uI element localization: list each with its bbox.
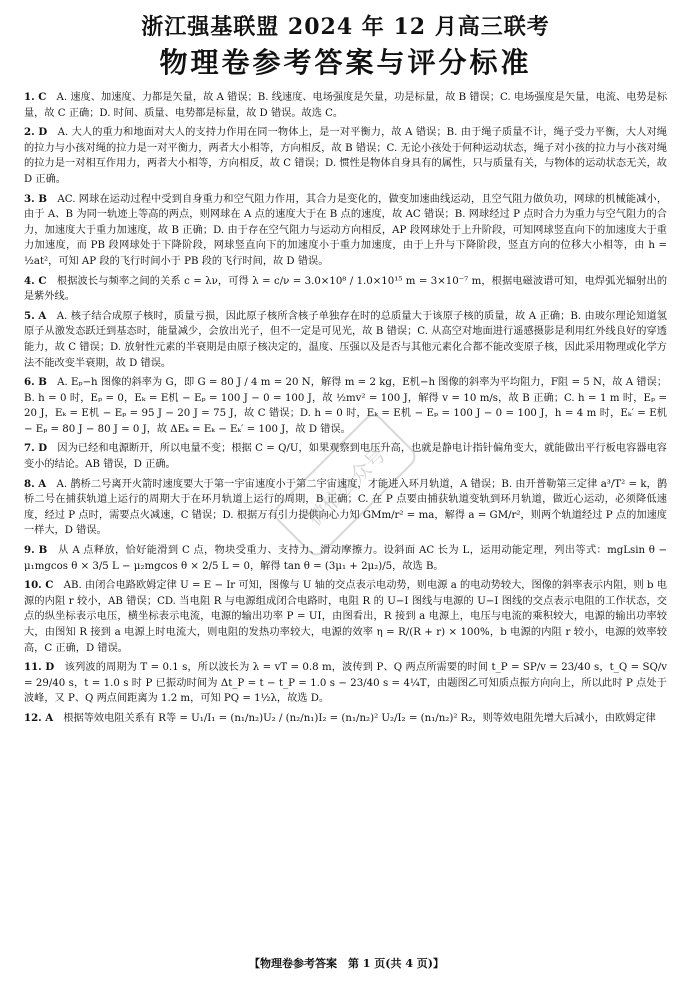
answer-number: 6. B <box>24 376 47 389</box>
answer-explanation: A. Eₚ−h 图像的斜率为 G，即 G = 80 J / 4 m = 20 N，解得 m = 2 kg，E机−h 图像的斜率为平均阻力，F阻 = 5 N，故 A 错误；B. h = 0 时，Eₚ = 0，Eₖ = E机 − Eₚ = 100 J − 0 = 100 J，故 ½mv² = 100 J，解得 v = 10 m/s，故 B 正确；C. h = 1 m 时，Eₚ = 20 J，Eₖ = E机 − Eₚ = 95 J − 20 J = 75 J，故 C 错误；D. h = 0 时，Eₖ = E机 − Eₚ = 100 J − 0 = 100 J，h = 4 m 时，Eₖ′ = E机 − Eₚ = 80 J − 80 J = 0 J，故 ΔEₖ = Eₖ − Eₖ′ = 100 J，故 D 错误。 <box>24 377 668 435</box>
answer-list <box>24 90 667 727</box>
answer-number: 12. A <box>24 711 54 724</box>
answer-item-2 <box>24 125 667 187</box>
page-footer: 【物理卷参考答案 第 1 页(共 4 页)】 <box>248 957 445 970</box>
answer-number: 8. A <box>24 477 47 490</box>
answer-explanation: 因为已经和电源断开，所以电量不变；根据 C = Q/U，如果观察到电压升高，也就是静电计指针偏角变大，就能做出平行板电容器电容变小的结论。AB 错误，D 正确。 <box>24 443 667 471</box>
answer-number: 1. C <box>24 91 47 103</box>
answer-explanation: A. 核子结合成原子核时，质量亏损，因此原子核所含核子单独存在时的总质量大于该原子核的质量，故 A 正确；B. 由玻尔理论知道氢原子从激发态跃迁到基态时，能量减少，会放出光子，但不一定是可见光，故 B 错误；C. 从高空对地面进行遥感摄影是利用红外线良好的穿透能力，故 C 错误；D. 放射性元素的半衰期是由原子核决定的，温度、压强以及是否与其他元素化合都不能改变原子核，因此采用物理或化学方法不能改变半衰期，故 D 错误。 <box>24 310 667 369</box>
exam-title: 浙江强基联盟 2024 年 12 月高三联考 <box>141 14 550 40</box>
watermark-text: 微信公众号 <box>302 442 391 531</box>
answer-number: 10. C <box>24 579 54 592</box>
answer-explanation: 根据波长与频率之间的关系 c = λν，可得 λ = c/ν = 3.0×10⁸ / 1.0×10¹⁵ m = 3×10⁻⁷ m，根据电磁波谱可知，电焊弧光辐射出的是紫外线。 <box>24 275 668 303</box>
answer-item-9 <box>24 543 667 574</box>
answer-item-12 <box>24 711 667 727</box>
answer-number: 3. B <box>24 192 47 205</box>
answer-item-3 <box>24 192 667 270</box>
answer-number: 7. D <box>24 442 48 455</box>
answer-item-10 <box>24 578 667 656</box>
answer-explanation: 从 A 点释放，恰好能滑到 C 点，物块受重力、支持力、滑动摩擦力。设斜面 AC 长为 L，运用动能定理，列出等式：mgLsin θ − μ₁mgcos θ × 3/5 L − μ₂mgcos θ × 2/5 L = 0，解得 tan θ = (3μ₁ + 2μ₂)/5，故选 B。 <box>24 545 668 572</box>
answer-number: 11. D <box>24 661 55 674</box>
answer-item-4 <box>24 274 667 305</box>
answer-explanation: 根据等效电阻关系有 R等 = U₁/I₁ = (n₁/n₂)U₂ / (n₂/n₁)I₂ = (n₁/n₂)² U₂/I₂ = (n₁/n₂)² R₂，则等效电阻先增大后减小，由欧姆定律 <box>63 712 656 724</box>
answer-explanation: A. 鹊桥二号离开火箭时速度要大于第一宇宙速度小于第二宇宙速度，才能进入环月轨道，A 错误；B. 由开普勒第三定律 a³/T² = k，鹊桥二号在捕获轨道上运行的周期大于在环月轨道上运行的周期，B 正确；C. 在 P 点要由捕获轨道变轨到环月轨道，做近心运动，必须降低速度，经过 P 点时，需要点火减速，C 错误；D. 根据万有引力提供向心力知 GMm/r² = ma，解得 a = GM/r²，则两个轨道经过 P 点的加速度一样大，D 错误。 <box>24 478 668 537</box>
answer-item-11 <box>24 660 667 707</box>
answer-number: 2. D <box>24 126 48 139</box>
answer-number: 5. A <box>24 309 47 322</box>
answer-explanation: AC. 网球在运动过程中受到自身重力和空气阻力作用，其合力是变化的，做变加速曲线运动，且空气阻力做负功，网球的机械能减小，由于 A、B 为同一轨迹上等高的两点，则网球在 A 点的速度大于在 B 点的速度，故 AC 错误；B. 网球经过 P 点时合力为重力与空气阻力的合力，加速度大于重力加速度，故 B 正确；D. 由于存在空气阻力与运动方向相反，AP 段网球处于上升阶段，可知网球竖直向下的加速度大于重力加速度，而 PB 段网球处于下降阶段，网球竖直向下的加速度小于重力加速度，由于上升与下降阶段，竖直方向的位移大小相等，由 h = ½at²，可知 AP 段的飞行时间小于 PB 段的飞行时间，故 D 错误。 <box>24 193 668 267</box>
answer-explanation: A. 大人的重力和地面对大人的支持力作用在同一物体上，是一对平衡力，故 A 错误；B. 由于绳子质量不计，绳子受力平衡，大人对绳的拉力与小孩对绳的拉力是一对平衡力，两者大小相等，方向相反，故 B 错误；C. 无论小孩处于何种运动状态，绳子对小孩的拉力与小孩对绳的拉力是一对相互作用力，两者大小相等，方向相反，故 C 错误；D. 惯性是物体自身具有的属性，只与质量有关，与物体的运动状态无关，故 D 正确。 <box>24 127 667 185</box>
answer-key-title: 物理卷参考答案与评分标准 <box>159 46 532 79</box>
answer-explanation: AB. 由闭合电路欧姆定律 U = E − Ir 可知，图像与 U 轴的交点表示电动势，则电源 a 的电动势较大，图像的斜率表示内阻，则 b 电源的内阻 r 较小，AB 错误；CD. 当电阻 R 与电源组成闭合电路时，电阻 R 的 U−I 图线与电源的 U−I 图线的交点表示电阻的工作状态，交点的纵坐标表示电压，横坐标表示电流，电源的输出功率 P = UI，由图看出，R 接到 a 电源上，电压与电流的乘积较大，电源的输出功率较大，由图知 R 接到 a 电源上时电流大，则电阻的发热功率较大，电源的效率 η = R/(R + r) × 100%，b 电源的内阻 r 较小，电源的效率较高，C 正确，D 错误。 <box>24 580 667 654</box>
answer-number: 9. B <box>24 544 48 557</box>
answer-explanation: 该列波的周期为 T = 0.1 s，所以波长为 λ = vT = 0.8 m，波传到 P、Q 两点所需要的时间 t_P = SP/v = 23/40 s，t_Q = SQ/v = 29/40 s，t = 1.0 s 时 P 已振动时间为 Δt_P = t − t_P = 1.0 s − 23/40 s = 4¼T，由题图乙可知质点振方向向上，所以此时 P 点处于波峰，又 P、Q 两点间距离为 1.2 m，可知 PQ = 1½λ，故选 D。 <box>24 662 668 705</box>
answer-explanation: A. 速度、加速度、力都是矢量，故 A 错误；B. 线速度、电场强度是矢量，功是标量，故 B 错误；C. 电场强度是矢量，电流、电势是标量，故 C 正确；D. 时间、质量、电势都是标量，故 D 错误。故选 C。 <box>24 92 668 119</box>
answer-item-8 <box>24 477 667 539</box>
answer-item-1 <box>24 90 667 121</box>
answer-number: 4. C <box>24 274 47 287</box>
answer-item-5 <box>24 309 667 371</box>
answer-item-7 <box>24 441 667 472</box>
answer-item-6 <box>24 375 667 437</box>
